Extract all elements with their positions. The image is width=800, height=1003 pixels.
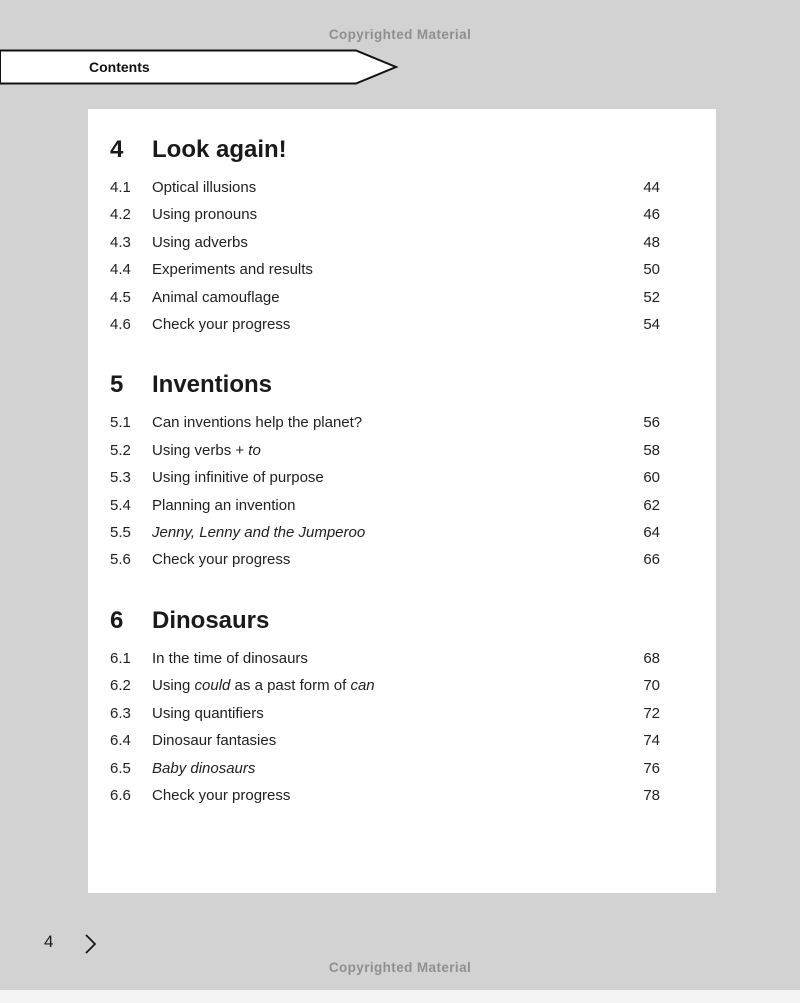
toc-section [110, 369, 660, 573]
title-segment: Dinosaur fantasies [152, 732, 277, 750]
toc-entry [110, 256, 660, 283]
entry-page: 52 [643, 288, 660, 306]
entry-page: 46 [643, 206, 660, 224]
page-number: 4 [44, 932, 54, 951]
entry-title [152, 464, 620, 491]
toc-entry [110, 409, 660, 436]
title-segment: Planning an invention [152, 496, 296, 514]
entry-title [152, 174, 620, 201]
copyright-notice-bottom: Copyrighted Material [328, 960, 472, 975]
copyright-notice-top: Copyrighted Material [328, 27, 472, 42]
entry-title [152, 284, 620, 311]
entry-number: 5.4 [110, 496, 131, 514]
toc-entry [110, 782, 660, 809]
toc-entry [110, 464, 660, 491]
toc-entry [110, 201, 660, 228]
entry-number: 6.2 [110, 677, 131, 695]
entry-page: 74 [643, 732, 660, 750]
entry-page: 76 [643, 759, 660, 777]
contents-tab [0, 49, 402, 85]
toc-entry [110, 755, 660, 782]
entry-title [152, 700, 620, 727]
entry-number: 4.2 [110, 206, 131, 224]
entry-number: 6.6 [110, 786, 131, 804]
toc-section [110, 605, 660, 809]
title-segment: can [350, 677, 375, 695]
title-segment: Using infinitive of purpose [152, 469, 324, 487]
entry-page: 64 [643, 524, 660, 542]
entry-page: 44 [643, 179, 660, 196]
entry-number: 4.5 [110, 288, 131, 306]
entry-page: 62 [643, 496, 660, 514]
title-segment: Check your progress [152, 551, 291, 569]
title-segment: Using [152, 677, 195, 695]
entry-number: 5.2 [110, 441, 131, 459]
title-segment: In the time of dinosaurs [152, 649, 308, 667]
entry-title [152, 645, 620, 672]
title-segment: Check your progress [152, 316, 291, 334]
title-segment: Can inventions help the planet? [152, 414, 363, 432]
entry-page: 72 [643, 704, 660, 722]
entry-number: 4.3 [110, 233, 131, 251]
contents-panel [88, 109, 716, 893]
entry-page: 66 [643, 551, 660, 569]
title-segment: to [248, 441, 261, 459]
entry-page: 50 [643, 261, 660, 279]
entry-page: 78 [643, 786, 660, 804]
toc-entry [110, 492, 660, 519]
title-segment: Jenny, Lenny and the Jumperoo [152, 524, 366, 542]
entry-title [152, 519, 620, 546]
section-number: 6 [110, 606, 124, 634]
page-edge [0, 990, 800, 1003]
title-segment: Optical illusions [152, 179, 257, 196]
entry-title [152, 201, 620, 228]
entry-number: 5.1 [110, 414, 131, 432]
entry-number: 4.1 [110, 179, 131, 196]
toc-entry [110, 229, 660, 256]
section-title: Dinosaurs [152, 606, 270, 634]
section-heading [110, 369, 660, 401]
title-segment: Using verbs + [152, 441, 249, 459]
section-number: 5 [110, 371, 124, 399]
title-segment: Check your progress [152, 786, 291, 804]
entry-number: 5.3 [110, 469, 131, 487]
entry-title [152, 311, 620, 338]
toc-entry [110, 645, 660, 672]
entry-page: 56 [643, 414, 660, 432]
entry-page: 60 [643, 469, 660, 487]
entry-title [152, 672, 620, 699]
toc-entry [110, 700, 660, 727]
entry-title [152, 782, 620, 809]
entry-number: 4.6 [110, 316, 131, 334]
title-segment: Using quantifiers [152, 704, 264, 722]
entry-number: 6.1 [110, 649, 131, 667]
section-title: Inventions [152, 371, 273, 399]
title-segment: as a past form of [230, 677, 351, 695]
title-segment: Baby dinosaurs [152, 759, 256, 777]
entry-title [152, 409, 620, 436]
entry-title [152, 492, 620, 519]
toc-entry [110, 174, 660, 201]
entry-title [152, 437, 620, 464]
section-heading [110, 605, 660, 637]
entry-number: 6.4 [110, 732, 131, 750]
toc-entry [110, 284, 660, 311]
entry-page: 70 [643, 677, 660, 695]
entry-page: 48 [643, 233, 660, 251]
title-segment: Using adverbs [152, 233, 248, 251]
entry-title [152, 256, 620, 283]
entry-title [152, 229, 620, 256]
entry-number: 6.5 [110, 759, 131, 777]
title-segment: Animal camouflage [152, 288, 280, 306]
entry-title [152, 727, 620, 754]
toc-entry [110, 672, 660, 699]
section-heading [110, 134, 660, 166]
toc-entry [110, 519, 660, 546]
chevron-right-icon [84, 933, 98, 955]
entry-page: 54 [643, 316, 660, 334]
title-segment: Using pronouns [152, 206, 258, 224]
title-segment: could [194, 677, 231, 695]
entry-title [152, 755, 620, 782]
toc-entry [110, 546, 660, 573]
entry-number: 5.6 [110, 551, 131, 569]
section-number: 4 [110, 136, 124, 163]
toc-entry [110, 437, 660, 464]
toc-entry [110, 727, 660, 754]
entry-page: 68 [643, 649, 660, 667]
contents-list [110, 134, 660, 809]
toc-section [110, 134, 660, 338]
entry-number: 5.5 [110, 524, 131, 542]
toc-entry [110, 311, 660, 338]
entry-title [152, 546, 620, 573]
entry-number: 4.4 [110, 261, 131, 279]
arrow-banner-shape [0, 49, 402, 85]
section-title: Look again! [152, 136, 287, 163]
entry-page: 58 [643, 441, 660, 459]
title-segment: Experiments and results [152, 261, 313, 279]
entry-number: 6.3 [110, 704, 131, 722]
contents-tab-label: Contents [89, 59, 150, 75]
